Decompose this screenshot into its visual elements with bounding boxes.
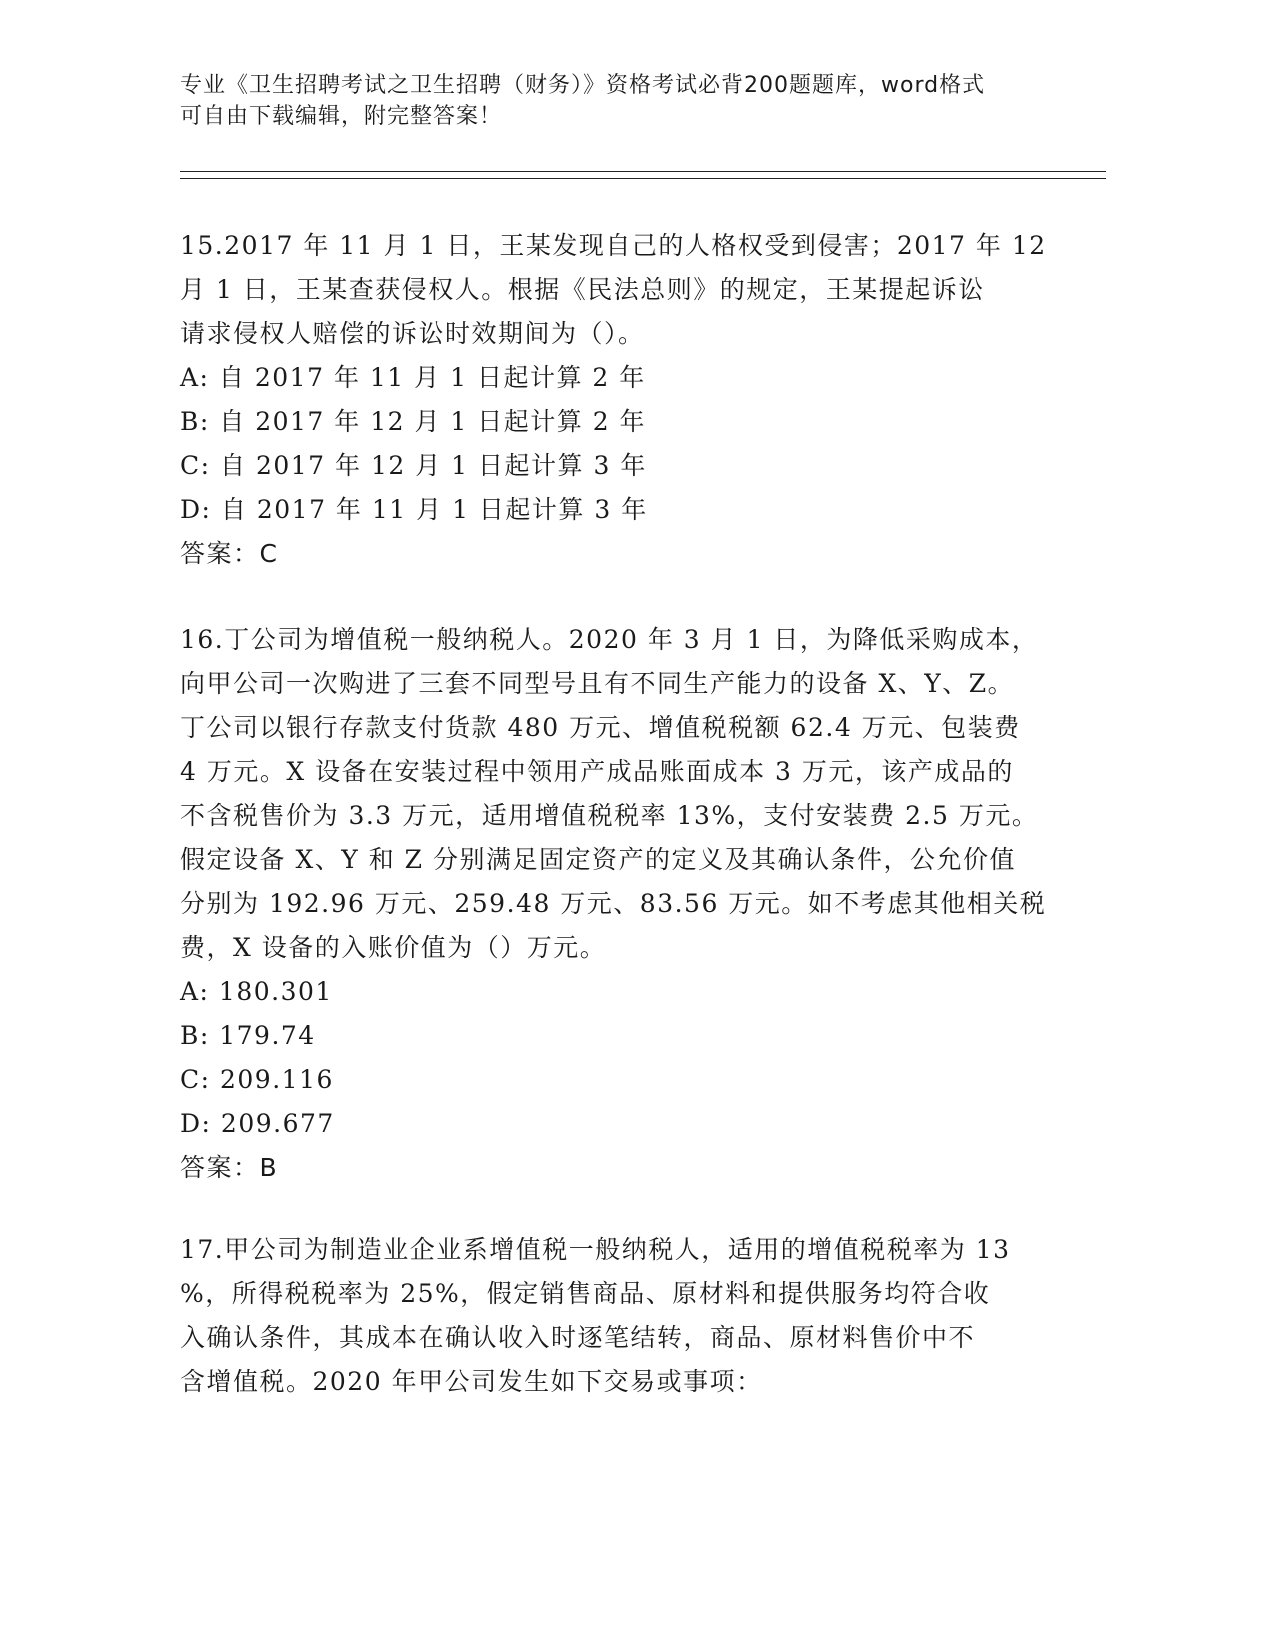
question-text-line: 请求侵权人赔偿的诉讼时效期间为（）。 bbox=[180, 319, 645, 348]
question-text-line: %，所得税税率为 25%，假定销售商品、原材料和提供服务均符合收 bbox=[180, 1279, 991, 1308]
answer-label: 答案：C bbox=[180, 539, 279, 568]
option-d: D: 209.677 bbox=[180, 1109, 335, 1138]
question-text-line: 17.甲公司为制造业企业系增值税一般纳税人，适用的增值税税率为 13 bbox=[180, 1235, 1011, 1264]
header-divider-top bbox=[180, 171, 1106, 172]
option-a: A: 180.301 bbox=[180, 977, 333, 1006]
option-b: B: 自 2017 年 12 月 1 日起计算 2 年 bbox=[180, 407, 647, 436]
option-d: D: 自 2017 年 11 月 1 日起计算 3 年 bbox=[180, 495, 648, 524]
question-text-line: 16.丁公司为增值税一般纳税人。2020 年 3 月 1 日，为降低采购成本， bbox=[180, 625, 1039, 654]
option-b: B: 179.74 bbox=[180, 1021, 316, 1050]
option-c: C: 自 2017 年 12 月 1 日起计算 3 年 bbox=[180, 451, 647, 480]
question-text-line: 含增值税。2020 年甲公司发生如下交易或事项： bbox=[180, 1367, 763, 1396]
question-15 bbox=[180, 224, 1080, 576]
question-text-line: 费，X 设备的入账价值为（）万元。 bbox=[180, 933, 607, 962]
option-a: A: 自 2017 年 11 月 1 日起计算 2 年 bbox=[180, 363, 646, 392]
question-text-line: 月 1 日，王某查获侵权人。根据《民法总则》的规定，王某提起诉讼 bbox=[180, 275, 985, 304]
question-text-line: 不含税售价为 3.3 万元，适用增值税税率 13%，支付安装费 2.5 万元。 bbox=[180, 801, 1039, 830]
question-text-line: 向甲公司一次购进了三套不同型号且有不同生产能力的设备 X、Y、Z。 bbox=[180, 669, 1015, 698]
header-divider-bottom bbox=[180, 178, 1106, 179]
question-text-line: 15.2017 年 11 月 1 日，王某发现自己的人格权受到侵害；2017 年 12 bbox=[180, 231, 1047, 260]
question-text-line: 分别为 192.96 万元、259.48 万元、83.56 万元。如不考虑其他相关税 bbox=[180, 889, 1047, 918]
question-16 bbox=[180, 618, 1080, 1190]
header-line-1: 专业《卫生招聘考试之卫生招聘（财务）》资格考试必背200题题库，word格式 bbox=[180, 73, 986, 98]
question-17 bbox=[180, 1228, 1080, 1404]
question-text-line: 4 万元。X 设备在安装过程中领用产成品账面成本 3 万元，该产成品的 bbox=[180, 757, 1014, 786]
question-text-line: 丁公司以银行存款支付货款 480 万元、增值税税额 62.4 万元、包装费 bbox=[180, 713, 1021, 742]
question-text-line: 入确认条件，其成本在确认收入时逐笔结转，商品、原材料售价中不 bbox=[180, 1323, 976, 1352]
header-line-2: 可自由下载编辑，附完整答案！ bbox=[180, 104, 503, 129]
answer-label: 答案：B bbox=[180, 1153, 279, 1182]
option-c: C: 209.116 bbox=[180, 1065, 334, 1094]
document-header bbox=[180, 70, 1060, 132]
question-text-line: 假定设备 X、Y 和 Z 分别满足固定资产的定义及其确认条件，公允价值 bbox=[180, 845, 1016, 874]
